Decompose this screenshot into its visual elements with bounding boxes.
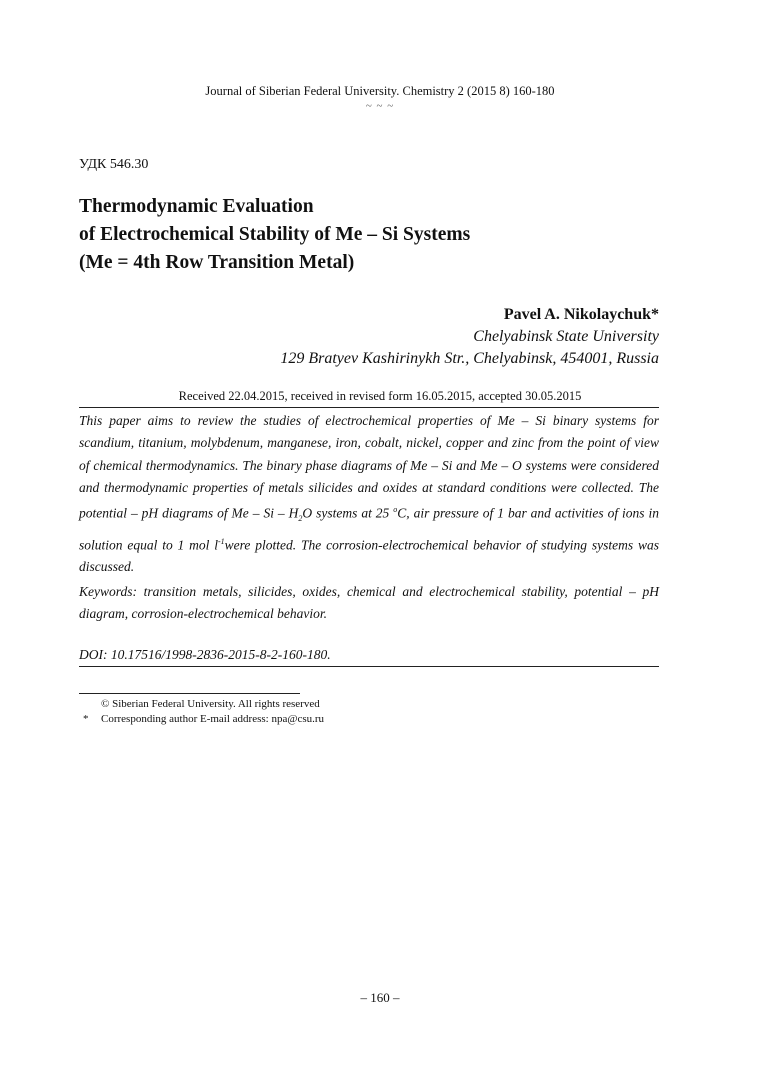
abstract-text-2: O systems at 25 (302, 505, 394, 521)
author-address: 129 Bratyev Kashirinykh Str., Chelyabinsk, 454001, Russia (280, 350, 659, 367)
paper-title (79, 193, 470, 277)
footnote-copyright: © Siberian Federal University. All rights reserved (101, 698, 320, 710)
title-line-1: Thermodynamic Evaluation (79, 196, 314, 217)
footnote-star: * (83, 713, 89, 725)
author-block (280, 304, 659, 370)
abstract-bottom-rule (79, 666, 659, 667)
received-dates: Received 22.04.2015, received in revised form 16.05.2015, accepted 30.05.2015 (178, 389, 582, 403)
footnote-rule (79, 693, 300, 694)
title-line-2: of Electrochemical Stability of Me – Si Systems (79, 224, 471, 245)
doi: DOI: 10.17516/1998-2836-2015-8-2-160-180. (79, 647, 331, 662)
abstract-top-rule (79, 407, 659, 408)
footnote-corresponding: Corresponding author E-mail address: npa@csu.ru (101, 713, 325, 725)
author-affiliation: Chelyabinsk State University (473, 328, 659, 345)
abstract-subscript: 2 (298, 514, 303, 524)
page-number: – 160 – (360, 990, 400, 1005)
udk-code: УДК 546.30 (79, 157, 149, 172)
title-line-3: (Me = 4th Row Transition Metal) (79, 252, 355, 273)
abstract-superscript: -1 (218, 536, 225, 546)
journal-header: Journal of Siberian Federal University. Chemistry 2 (2015 8) 160-180 (205, 84, 555, 98)
author-name: Pavel A. Nikolaychuk* (503, 306, 659, 323)
keywords: Keywords: transition metals, silicides, oxides, chemical and electrochemical stability, potential – pH diagram, corrosion-electrochemical behavior. (79, 584, 659, 622)
abstract-degree: o (393, 505, 398, 515)
abstract-text-3: C, air pressure of 1 bar and activities of ions in solution equal to 1 mol l (79, 505, 659, 553)
abstract-text-1: This paper aims to review the studies of electrochemical properties of Me – Si binary systems for scandium, titanium, molybdenum, manganese, iron, cobalt, nickel, copper and zinc from the point of view of chemical thermodynamics. The binary phase diagrams of Me – Si and Me – O systems were considered and thermodynamic properties of metals silicides and oxides at standard conditions were collected. The potential – pH diagrams of Me – Si – H (79, 413, 659, 521)
header-separator: ~ ~ ~ (365, 100, 395, 112)
abstract-text-4: were plotted. The corrosion-electrochemical behavior of studying systems was discussed. (79, 537, 660, 575)
abstract (79, 410, 659, 579)
